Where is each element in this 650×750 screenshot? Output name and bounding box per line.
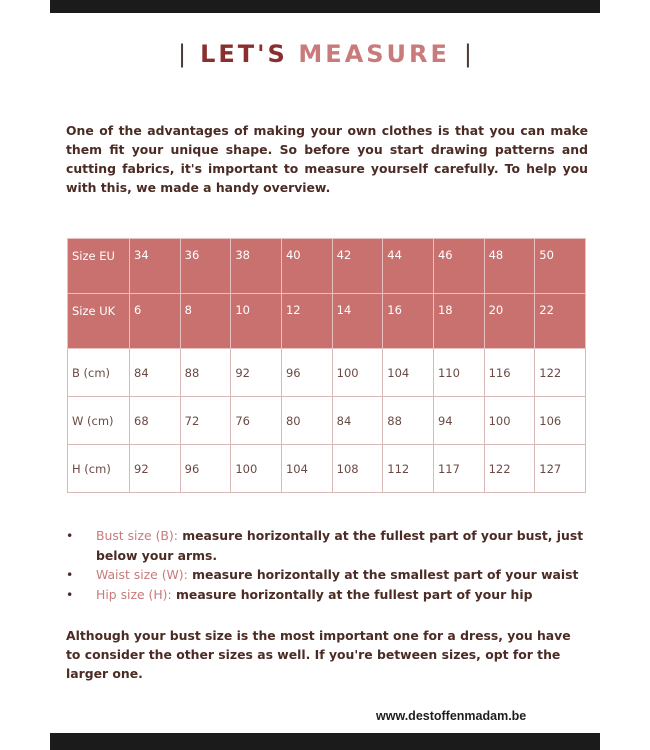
table-cell: 8 — [180, 294, 231, 349]
table-cell: 122 — [535, 349, 586, 397]
row-label: B (cm) — [68, 349, 130, 397]
table-cell: 44 — [383, 239, 434, 294]
row-label: W (cm) — [68, 397, 130, 445]
title-word-lets: LET'S — [200, 40, 288, 68]
table-cell: 84 — [130, 349, 181, 397]
table-row — [68, 294, 586, 349]
bullet-icon: • — [66, 528, 74, 543]
top-border-bar — [50, 0, 600, 13]
measurement-tips-list — [66, 526, 588, 604]
table-cell: 38 — [231, 239, 282, 294]
table-row — [68, 397, 586, 445]
table-cell: 92 — [130, 445, 181, 493]
bottom-border-bar — [50, 733, 600, 750]
tip-text: measure horizontally at the smallest part of your waist — [187, 567, 579, 582]
website-url: www.destoffenmadam.be — [376, 709, 527, 723]
table-cell: 106 — [535, 397, 586, 445]
table-row — [68, 445, 586, 493]
table-cell: 42 — [332, 239, 383, 294]
table-cell: 68 — [130, 397, 181, 445]
table-cell: 104 — [383, 349, 434, 397]
table-cell: 72 — [180, 397, 231, 445]
table-row — [68, 349, 586, 397]
table-cell: 92 — [231, 349, 282, 397]
tip-term: Waist size (W): — [96, 567, 188, 582]
table-cell: 100 — [231, 445, 282, 493]
tip-text: measure horizontally at the fullest part of your hip — [171, 586, 533, 602]
page-title — [0, 40, 650, 68]
table-cell: 48 — [484, 239, 535, 294]
table-row — [68, 239, 586, 294]
tip-term: Bust size (B): — [96, 528, 178, 543]
table-cell: 96 — [281, 349, 332, 397]
table-cell: 40 — [281, 239, 332, 294]
title-pipe-right: | — [463, 40, 473, 68]
table-cell: 112 — [383, 445, 434, 493]
table-cell: 100 — [484, 397, 535, 445]
table-cell: 10 — [231, 294, 282, 349]
bullet-icon: • — [66, 586, 74, 602]
table-cell: 84 — [332, 397, 383, 445]
table-cell: 88 — [180, 349, 231, 397]
table-cell: 122 — [484, 445, 535, 493]
table-cell: 76 — [231, 397, 282, 445]
table-cell: 46 — [433, 239, 484, 294]
tip-hip — [66, 585, 588, 605]
table-cell: 88 — [383, 397, 434, 445]
table-cell: 127 — [535, 445, 586, 493]
intro-paragraph: One of the advantages of making your own clothes is that you can make them fit your unique shape. So before you start drawing patterns and cutting fabrics, it's important to measure yourself carefully. To help you with this, we made a handy overview. — [66, 123, 588, 195]
table-cell: 14 — [332, 294, 383, 349]
table-cell: 110 — [433, 349, 484, 397]
table-cell: 100 — [332, 349, 383, 397]
table-cell: 16 — [383, 294, 434, 349]
table-cell: 108 — [332, 445, 383, 493]
table-cell: 116 — [484, 349, 535, 397]
bullet-icon: • — [66, 567, 74, 582]
table-cell: 94 — [433, 397, 484, 445]
size-chart-table — [67, 238, 586, 493]
title-pipe-left: | — [177, 40, 187, 68]
table-cell: 50 — [535, 239, 586, 294]
closing-paragraph: Although your bust size is the most important one for a dress, you have to consider the other sizes as well. If you're between sizes, opt for the larger one. — [66, 628, 571, 681]
tip-text: measure horizontally at the fullest part of your bust, just below your arms. — [96, 528, 584, 563]
table-cell: 117 — [433, 445, 484, 493]
table-cell: 22 — [535, 294, 586, 349]
table-cell: 6 — [130, 294, 181, 349]
title-word-measure: MEASURE — [298, 40, 450, 68]
table-cell: 20 — [484, 294, 535, 349]
table-cell: 34 — [130, 239, 181, 294]
row-label: Size EU — [68, 239, 130, 294]
table-cell: 36 — [180, 239, 231, 294]
table-cell: 96 — [180, 445, 231, 493]
tip-term: Hip size (H): — [96, 586, 172, 602]
tip-bust — [66, 526, 588, 565]
row-label: H (cm) — [68, 445, 130, 493]
row-label: Size UK — [68, 294, 130, 349]
tip-waist — [66, 565, 588, 585]
table-cell: 18 — [433, 294, 484, 349]
table-cell: 12 — [281, 294, 332, 349]
table-cell: 104 — [281, 445, 332, 493]
table-cell: 80 — [281, 397, 332, 445]
